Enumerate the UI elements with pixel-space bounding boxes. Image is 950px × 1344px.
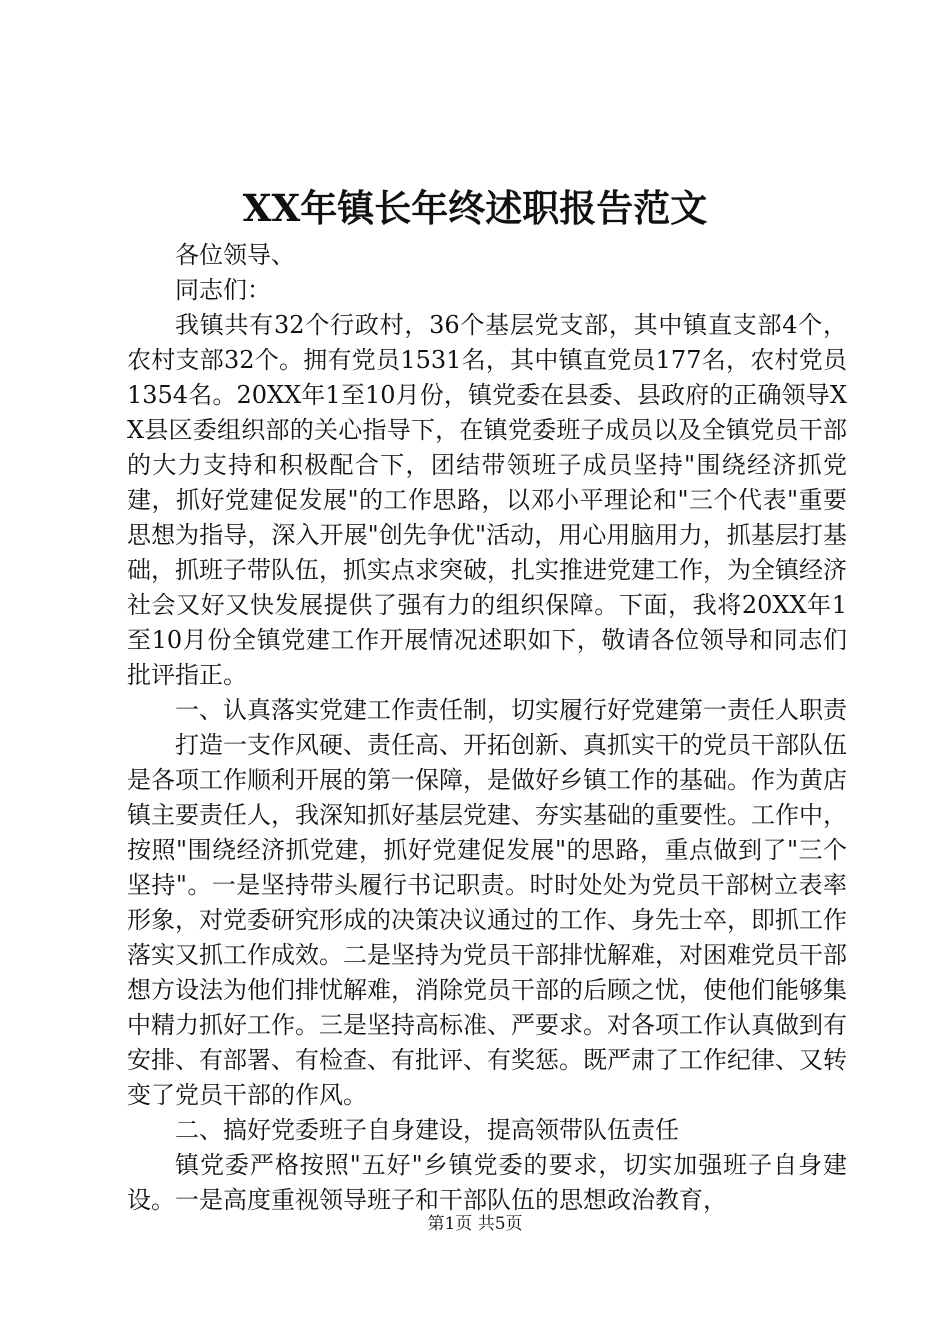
body-paragraph: 镇党委严格按照"五好"乡镇党委的要求，切实加强班子自身建设。一是高度重视领导班子和干部队伍的思想政治教育， [127, 1151, 847, 1214]
document-title: XX年镇长年终述职报告范文 [242, 186, 708, 230]
section-heading: 二、搞好党委班子自身建设，提高领带队伍责任 [175, 1116, 679, 1144]
section-heading: 一、认真落实党建工作责任制，切实履行好党建第一责任人职责 [175, 696, 847, 724]
page-footer: 第1页 共5页 [427, 1214, 523, 1234]
body-paragraph: 打造一支作风硬、责任高、开拓创新、真抓实干的党员干部队伍是各项工作顺利开展的第一保障，是做好乡镇工作的基础。作为黄店镇主要责任人，我深知抓好基层党建、夯实基础的重要性。工作中，按照"围绕经济抓党建，抓好党建促发展"的思路，重点做到了"三个坚持"。一是坚持带头履行书记职责。时时处处为党员干部树立表率形象，对党委研究形成的决策决议通过的工作、身先士卒，即抓工作落实又抓工作成效。二是坚持为党员干部排忧解难，对困难党员干部想方设法为他们排忧解难，消除党员干部的后顾之忧，使他们能够集中精力抓好工作。三是坚持高标准、严要求。对各项工作认真做到有安排、有部署、有检查、有批评、有奖惩。既严肃了工作纪律、又转变了党员干部的作风。 [127, 731, 847, 1109]
salutation-line-2: 同志们： [175, 276, 271, 304]
salutation-line-1: 各位领导、 [175, 241, 295, 269]
document-body [127, 238, 847, 1218]
body-paragraph: 我镇共有32个行政村，36个基层党支部，其中镇直支部4个，农村支部32个。拥有党员1531名，其中镇直党员177名，农村党员1354名。20XX年1至10月份，镇党委在县委、县政府的正确领导XX县区委组织部的关心指导下，在镇党委班子成员以及全镇党员干部的大力支持和积极配合下，团结带领班子成员坚持"围绕经济抓党建，抓好党建促发展"的工作思路，以邓小平理论和"三个代表"重要思想为指导，深入开展"创先争优"活动，用心用脑用力，抓基层打基础，抓班子带队伍，抓实点求突破，扎实推进党建工作，为全镇经济社会又好又快发展提供了强有力的组织保障。下面，我将20XX年1至10月份全镇党建工作开展情况述职如下，敬请各位领导和同志们批评指正。 [127, 311, 847, 689]
